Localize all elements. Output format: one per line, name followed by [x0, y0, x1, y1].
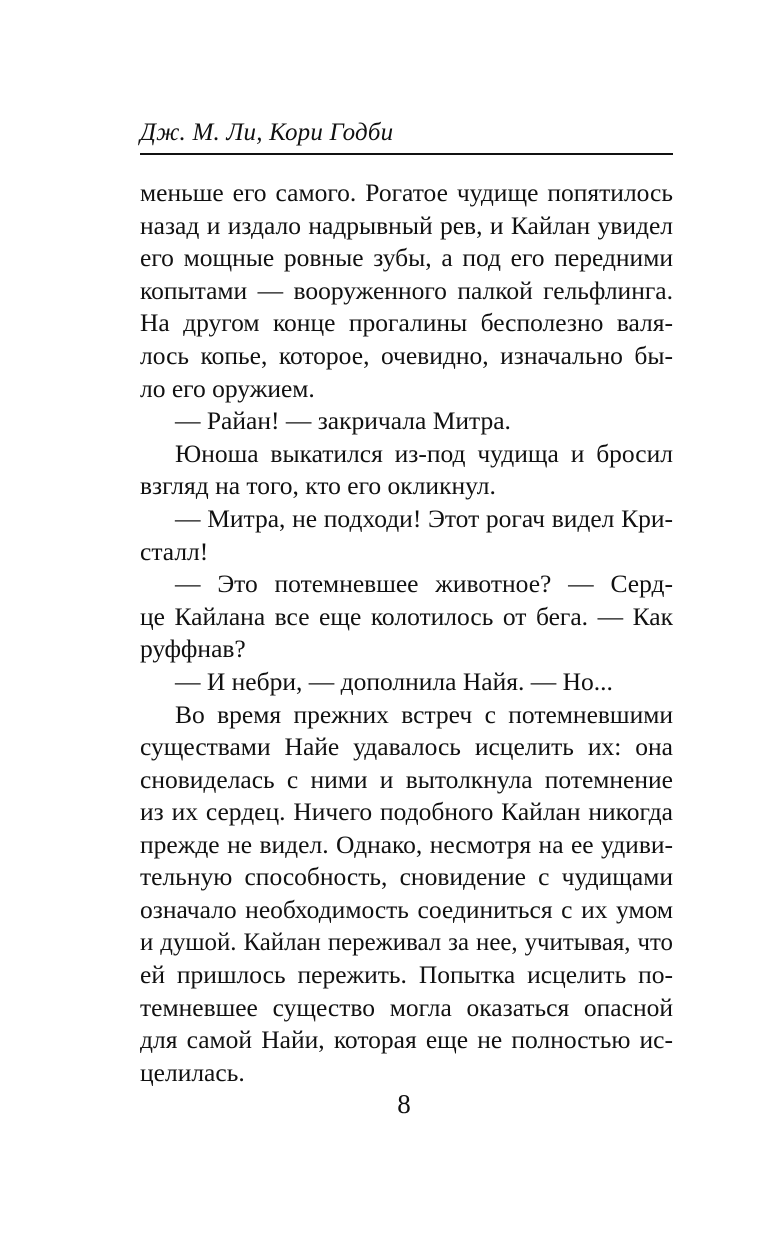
- dialogue-line: — Митра, не подходи! Этот рогач видел Кри-: [175, 503, 673, 533]
- text-line: руффнав?: [140, 634, 246, 664]
- text-line: назад и издало надрывный рев, и Кайлан увидел: [140, 210, 673, 240]
- text-line: темневшее существо могла оказаться опасной: [140, 992, 673, 1022]
- text-line: меньше его самого. Рогатое чудище попятилось: [140, 178, 673, 207]
- text-line: для самой Найи, которая еще не полностью ис-: [140, 1025, 673, 1055]
- header-rule: [140, 153, 673, 155]
- text-line: Во время прежних встреч с потемневшими: [175, 699, 673, 729]
- text-line: целилась.: [140, 1058, 245, 1088]
- text-line: Юноша выкатился из-под чудища и бросил: [175, 438, 673, 468]
- text-line: це Кайлана все еще колотилось от бега. — Как: [140, 601, 673, 631]
- text-line: его мощные ровные зубы, а под его передними: [140, 243, 673, 273]
- text-line: и душой. Кайлан переживал за нее, учитывая, что: [140, 928, 673, 956]
- running-head: Дж. М. Ли, Кори Годби: [140, 119, 394, 146]
- dialogue-line: — Райан! — закричала Митра.: [175, 406, 511, 436]
- dialogue-line: — Это потемневшее животное? — Серд-: [175, 569, 673, 599]
- body-text: [140, 177, 673, 1090]
- text-line: взгляд на того, кто его окликнул.: [140, 471, 496, 501]
- text-line: На другом конце прогалины бесполезно валя-: [140, 308, 673, 338]
- text-line: существами Найе удавалось исцелить их: она: [140, 732, 673, 762]
- text-line: из их сердец. Ничего подобного Кайлан никогда: [140, 797, 673, 827]
- text-line: сталл!: [140, 536, 209, 566]
- text-line: прежде не видел. Однако, несмотря на ее удиви-: [140, 829, 673, 859]
- text-line: ло его оружием.: [140, 373, 315, 403]
- text-line: сновиделась с ними и вытолкнула потемнение: [140, 764, 673, 794]
- text-line: копытами — вооруженного палкой гельфлинга.: [140, 275, 673, 305]
- text-line: означало необходимость соединиться с их умом: [140, 895, 673, 925]
- text-line: тельную способность, сновидение с чудищами: [140, 862, 673, 892]
- page-number: 8: [397, 1089, 411, 1119]
- text-line: лось копье, которое, очевидно, изначально бы-: [140, 340, 673, 370]
- text-line: ей пришлось пережить. Попытка исцелить по-: [140, 960, 673, 990]
- dialogue-line: — И небри, — дополнила Найя. — Но...: [175, 666, 613, 696]
